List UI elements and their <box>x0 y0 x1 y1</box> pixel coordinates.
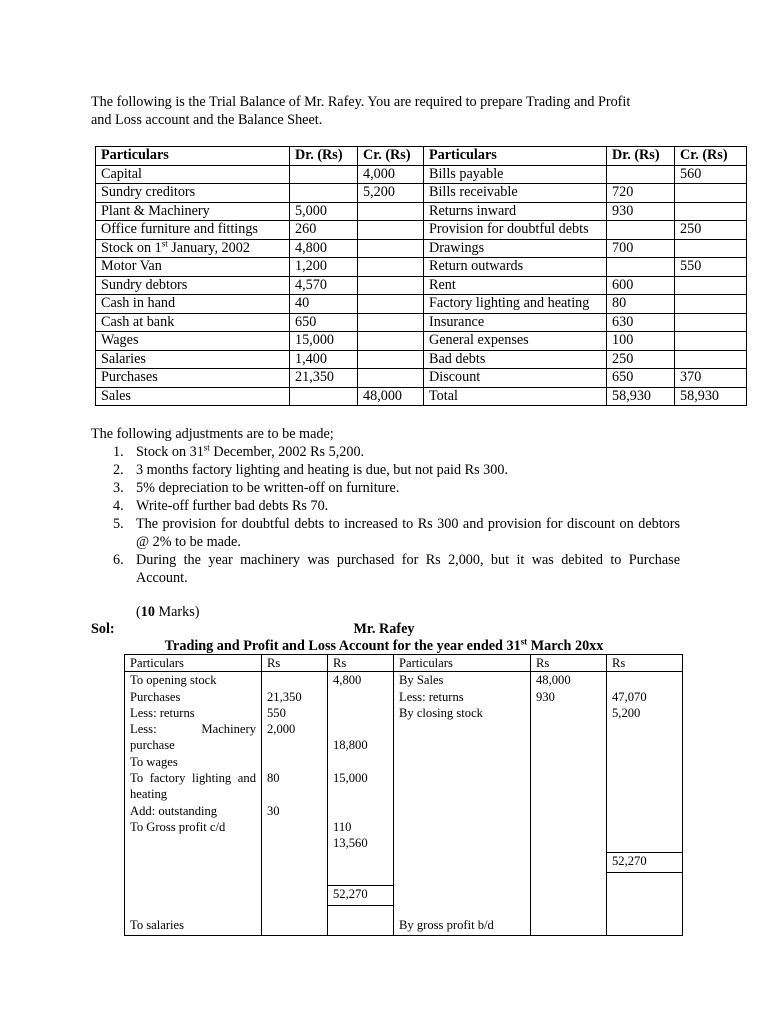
marks-value: 10 <box>140 604 155 620</box>
cell-dr-right: 100 <box>607 332 675 351</box>
adjustment-text: 3 months factory lighting and heating is due, but not paid Rs 300. <box>136 462 508 478</box>
pl-item: To salaries <box>130 918 185 933</box>
cell-particulars-left: Capital <box>96 165 290 184</box>
cell-dr-right: 630 <box>607 313 675 332</box>
pl-amount: 30 <box>267 803 280 818</box>
pl-amount: 47,070 <box>612 689 647 704</box>
pl-debit-inner-amounts <box>262 672 328 918</box>
header-dr-right: Dr. (Rs) <box>607 147 675 166</box>
cell-particulars-right: Bad debts <box>424 350 607 369</box>
cell-cr-left <box>358 369 424 388</box>
cell-dr-right: 650 <box>607 369 675 388</box>
cell-particulars-left: Wages <box>96 332 290 351</box>
cell-particulars-right: Provision for doubtful debts <box>424 221 607 240</box>
cell-dr-right: 250 <box>607 350 675 369</box>
stock-label-pre: Stock on 1 <box>101 239 162 256</box>
cell-cr-left <box>358 221 424 240</box>
cell-particulars-left: Purchases <box>96 369 290 388</box>
pl-amount: 13,560 <box>333 836 368 851</box>
header-dr-left: Dr. (Rs) <box>290 147 358 166</box>
cell-particulars-left: Plant & Machinery <box>96 202 290 221</box>
cell-particulars-left <box>96 239 290 258</box>
cell-cr-left <box>358 239 424 258</box>
cell-cr-left <box>358 295 424 314</box>
adjustment-number: 6. <box>113 552 124 568</box>
pl-bottom-cell <box>607 918 683 936</box>
cell-dr-left <box>290 184 358 203</box>
cell-cr-left: 5,200 <box>358 184 424 203</box>
adjustment-number: 2. <box>113 462 124 478</box>
intro-line-1: The following is the Trial Balance of Mr. Rafey. You are required to prepare Trading and Profit <box>91 94 631 110</box>
account-title-rest: March 20xx <box>527 638 604 654</box>
cell-cr-left <box>358 313 424 332</box>
cell-cr-right: 560 <box>675 165 747 184</box>
trial-balance-row <box>96 350 747 369</box>
cell-cr-right <box>675 332 747 351</box>
cell-cr-right <box>675 350 747 369</box>
cell-particulars-left: Sundry debtors <box>96 276 290 295</box>
pl-header-rs-3: Rs <box>531 655 607 672</box>
cell-cr-right <box>675 276 747 295</box>
cell-particulars-left: Motor Van <box>96 258 290 277</box>
cell-dr-left: 15,000 <box>290 332 358 351</box>
header-cr-right: Cr. (Rs) <box>675 147 747 166</box>
adjustment-item <box>113 479 680 497</box>
adjustment-number: 3. <box>113 480 124 496</box>
cell-dr-right: 80 <box>607 295 675 314</box>
adjustment-item <box>113 515 680 551</box>
cell-dr-left: 1,400 <box>290 350 358 369</box>
trial-balance-table <box>95 146 747 406</box>
trial-balance-row <box>96 165 747 184</box>
cell-cr-left <box>358 276 424 295</box>
cell-particulars-right: Rent <box>424 276 607 295</box>
cell-cr-left <box>358 202 424 221</box>
trial-balance-row <box>96 258 747 277</box>
cell-particulars-right: Total <box>424 387 607 406</box>
cell-particulars-left: Salaries <box>96 350 290 369</box>
pl-header-rs-4: Rs <box>607 655 683 672</box>
adjustment-text: The provision for doubtful debts to increased to Rs 300 and provision for discount on debtors @ 2% to be made. <box>136 516 680 550</box>
trial-balance-row <box>96 184 747 203</box>
cell-cr-right: 550 <box>675 258 747 277</box>
cell-dr-left: 5,000 <box>290 202 358 221</box>
cell-particulars-right: Returns inward <box>424 202 607 221</box>
trial-balance-row <box>96 202 747 221</box>
marks-label <box>136 603 199 621</box>
cell-dr-left <box>290 165 358 184</box>
cell-dr-right <box>607 165 675 184</box>
pl-debit-amounts <box>328 672 394 918</box>
trial-balance-row <box>96 295 747 314</box>
pl-header-rs-1: Rs <box>262 655 328 672</box>
cell-dr-right: 930 <box>607 202 675 221</box>
pl-debit-total-value: 52,270 <box>333 887 368 902</box>
intro-paragraph <box>91 93 691 129</box>
pl-amount: 110 <box>333 819 352 834</box>
cell-dr-left: 21,350 <box>290 369 358 388</box>
trial-balance-row <box>96 239 747 258</box>
adjustment-text: During the year machinery was purchased for Rs 2,000, but it was debited to Purchase Account. <box>136 552 680 586</box>
cell-cr-left <box>358 332 424 351</box>
header-particulars-left: Particulars <box>96 147 290 166</box>
cell-particulars-right: Insurance <box>424 313 607 332</box>
cell-particulars-right: Bills payable <box>424 165 607 184</box>
cell-dr-right: 720 <box>607 184 675 203</box>
stock-label-sup: st <box>161 237 168 248</box>
account-title-sup: st <box>520 636 528 647</box>
cell-cr-left: 48,000 <box>358 387 424 406</box>
cell-particulars-left: Sundry creditors <box>96 184 290 203</box>
pl-amount: 2,000 <box>267 722 296 737</box>
cell-particulars-left: Office furniture and fittings <box>96 221 290 240</box>
pl-credit-amounts <box>607 672 683 918</box>
solution-label: Sol: <box>91 621 115 637</box>
cell-dr-right: 700 <box>607 239 675 258</box>
pl-item: By closing stock <box>399 705 483 720</box>
pl-item: Less: returns <box>399 689 464 704</box>
pl-credit-particulars <box>394 672 531 933</box>
pl-item: By Sales <box>399 673 444 688</box>
cell-particulars-left: Sales <box>96 387 290 406</box>
adjustment-number: 1. <box>113 444 124 460</box>
trial-balance-row <box>96 276 747 295</box>
cell-dr-left: 1,200 <box>290 258 358 277</box>
stock-label-post: January, 2002 <box>167 239 250 256</box>
cell-dr-left: 4,800 <box>290 239 358 258</box>
adjustment-text: Write-off further bad debts Rs 70. <box>136 498 329 514</box>
pl-bottom-cell <box>328 918 394 936</box>
trial-balance-row <box>96 387 747 406</box>
cell-cr-right <box>675 184 747 203</box>
pl-amount: 550 <box>267 705 286 720</box>
cell-cr-right: 58,930 <box>675 387 747 406</box>
pl-item: Add: outstanding <box>130 803 218 818</box>
cell-particulars-left: Cash in hand <box>96 295 290 314</box>
trial-balance-row <box>96 332 747 351</box>
pl-amount: 4,800 <box>333 673 362 688</box>
cell-particulars-left: Cash at bank <box>96 313 290 332</box>
cell-cr-right <box>675 313 747 332</box>
adjustment-item <box>113 461 680 479</box>
trial-balance-header-row <box>96 147 747 166</box>
pl-amount: 930 <box>536 689 555 704</box>
adjustment-text: Stock on 31 <box>136 444 204 460</box>
adjustments-heading: The following adjustments are to be made; <box>91 426 334 442</box>
cell-particulars-right: Discount <box>424 369 607 388</box>
cell-dr-left: 4,570 <box>290 276 358 295</box>
adjustments-list <box>113 442 680 587</box>
cell-cr-right <box>675 239 747 258</box>
header-cr-left: Cr. (Rs) <box>358 147 424 166</box>
pl-item: By gross profit b/d <box>399 918 494 933</box>
cell-cr-right <box>675 202 747 221</box>
pl-debit-total <box>328 885 393 906</box>
pl-header-rs-2: Rs <box>328 655 394 672</box>
trading-pl-table <box>124 654 683 936</box>
adjustment-text: 5% depreciation to be written-off on furniture. <box>136 480 400 496</box>
cell-particulars-right: General expenses <box>424 332 607 351</box>
cell-particulars-right: Return outwards <box>424 258 607 277</box>
pl-amount: 80 <box>267 771 280 786</box>
pl-credit-inner-amounts <box>531 672 607 918</box>
cell-dr-left <box>290 387 358 406</box>
adjustment-number: 4. <box>113 498 124 514</box>
trial-balance-row <box>96 369 747 388</box>
header-particulars-right: Particulars <box>424 147 607 166</box>
cell-particulars-right: Drawings <box>424 239 607 258</box>
marks-rest: Marks) <box>154 604 200 620</box>
cell-dr-right: 600 <box>607 276 675 295</box>
pl-debit-particulars <box>125 672 262 933</box>
trial-balance-row <box>96 313 747 332</box>
adjustment-number: 5. <box>113 516 124 532</box>
adjustment-text-rest: December, 2002 Rs 5,200. <box>209 444 365 460</box>
pl-item: Less: returns <box>130 705 195 720</box>
cell-particulars-right: Factory lighting and heating <box>424 295 607 314</box>
adjustment-item <box>113 551 680 587</box>
account-title <box>0 637 768 655</box>
cell-cr-left <box>358 350 424 369</box>
pl-amount: 15,000 <box>333 771 368 786</box>
cell-dr-right: 58,930 <box>607 387 675 406</box>
pl-item: To factory lighting and heating <box>130 771 256 802</box>
pl-header-row <box>125 655 683 672</box>
pl-item: Purchases <box>130 689 181 704</box>
pl-amount: 5,200 <box>612 705 641 720</box>
cell-cr-left <box>358 258 424 277</box>
trial-balance-body <box>96 165 747 406</box>
pl-credit-total <box>607 852 682 873</box>
pl-item: To wages <box>130 754 178 769</box>
cell-cr-right <box>675 295 747 314</box>
adjustment-sup: st <box>203 442 210 453</box>
cell-cr-right: 250 <box>675 221 747 240</box>
pl-bottom-cell <box>262 918 328 936</box>
cell-dr-left: 260 <box>290 221 358 240</box>
pl-body-row <box>125 672 683 918</box>
pl-item: Less: Machinery purchase <box>130 722 256 753</box>
solution-name: Mr. Rafey <box>353 621 415 637</box>
cell-cr-left: 4,000 <box>358 165 424 184</box>
pl-amount: 18,800 <box>333 738 368 753</box>
pl-item: To Gross profit c/d <box>130 819 226 834</box>
account-title-text: Trading and Profit and Loss Account for the year ended 31 <box>164 638 521 654</box>
pl-amount: 48,000 <box>536 673 571 688</box>
pl-credit-total-value: 52,270 <box>612 854 647 869</box>
intro-line-2: and Loss account and the Balance Sheet. <box>91 112 323 128</box>
trial-balance-row <box>96 221 747 240</box>
cell-dr-right <box>607 221 675 240</box>
cell-particulars-right: Bills receivable <box>424 184 607 203</box>
cell-dr-left: 40 <box>290 295 358 314</box>
cell-dr-left: 650 <box>290 313 358 332</box>
pl-header-particulars-left: Particulars <box>125 655 262 672</box>
cell-cr-right: 370 <box>675 369 747 388</box>
pl-item: To opening stock <box>130 673 217 688</box>
pl-header-particulars-right: Particulars <box>394 655 531 672</box>
marks-open: ( <box>136 604 141 620</box>
pl-bottom-cell <box>531 918 607 936</box>
adjustment-item <box>113 442 680 461</box>
pl-amount: 21,350 <box>267 689 302 704</box>
adjustment-item <box>113 497 680 515</box>
cell-dr-right <box>607 258 675 277</box>
